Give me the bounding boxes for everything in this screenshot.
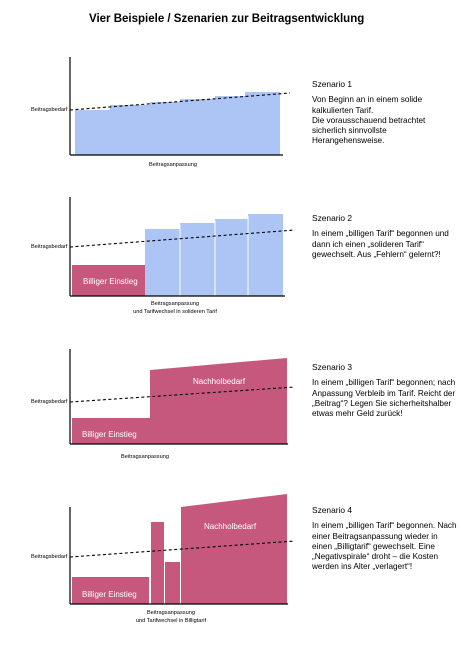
scenario-4-cheap-entry-label: Billiger Einstieg — [82, 590, 137, 599]
scenario-1-heading: Szenario 1 — [312, 79, 353, 89]
scenario-3-x-label: Beitragsanpassung — [121, 454, 169, 460]
scenario-4-x-label: Beitragsanpassung — [147, 610, 195, 616]
scenario-4-description — [312, 505, 458, 573]
scenario-3-catch-up-label: Nachholbedarf — [193, 377, 246, 386]
scenario-1-premium-area — [75, 92, 280, 155]
scenario-1-chart — [31, 57, 290, 168]
scenario-3-chart — [31, 349, 295, 460]
scenario-2-x-label: Beitragsanpassung — [151, 301, 199, 307]
scenario-2-cheap-entry-label: Billiger Einstieg — [83, 277, 138, 286]
scenario-1-y-label: Beitragsbedarf — [31, 107, 68, 113]
scenario-2-y-label: Beitragsbedarf — [31, 244, 68, 250]
scenario-3-y-label: Beitragsbedarf — [31, 399, 68, 405]
page-title: Vier Beispiele / Szenarien zur Beitragsentwicklung — [89, 13, 365, 25]
scenario-1-text: Von Beginn an in einem solide kalkulierten Tarif. Die vorausschauend betrachtet sicherlich sinnvollste Herangehensweise. — [312, 95, 426, 146]
scenario-4-text: In einem „billigen Tarif“ begonnen. Nach einer Beitragsanpassung wieder in einen „Billigtarif“ gewechselt. Eine „Negativspirale“ droht – die Kosten werden ins Alter „verlagert“! — [312, 521, 457, 572]
scenario-2-text: In einem „billigen Tarif“ begonnen und dann ich einen „solideren Tarif“ gewechselt. Aus „Fehlern“ gelernt?! — [312, 229, 449, 259]
scenario-3-heading: Szenario 3 — [312, 362, 353, 372]
scenario-2-heading: Szenario 2 — [312, 213, 353, 223]
scenario-4-catch-up-label: Nachholbedarf — [204, 522, 257, 531]
scenario-2-solid-tariff-area — [145, 214, 283, 296]
scenario-3-description — [312, 362, 458, 419]
scenario-4-adjustment-bar — [151, 522, 164, 604]
scenario-2-x-label-2: und Tarifwechsel in solideren Tarif — [133, 309, 217, 315]
scenario-3-catch-up-area — [150, 358, 287, 444]
scenario-4-chart — [31, 494, 295, 624]
scenario-4-cheap-tariff-bar — [165, 562, 180, 604]
scenario-3-text: In einem „billigen Tarif“ begonnen; nach Anpassung Verbleib im Tarif. Reicht der „Beitrag“? Legen Sie sicherheitshalber etwas mehr Geld zurück! — [312, 378, 456, 419]
scenario-1-description — [312, 79, 458, 147]
scenario-4-y-label: Beitragsbedarf — [31, 554, 68, 560]
scenario-4-x-label-2: und Tarifwechsel in Billigtarif — [135, 618, 207, 624]
scenario-1-x-label: Beitragsanpassung — [149, 162, 197, 168]
scenario-2-description — [312, 213, 458, 260]
scenario-4-catch-up-area — [181, 494, 287, 604]
scenario-2-chart — [31, 197, 295, 315]
scenario-4-heading: Szenario 4 — [312, 505, 353, 515]
scenario-3-cheap-entry-label: Billiger Einstieg — [82, 430, 137, 439]
